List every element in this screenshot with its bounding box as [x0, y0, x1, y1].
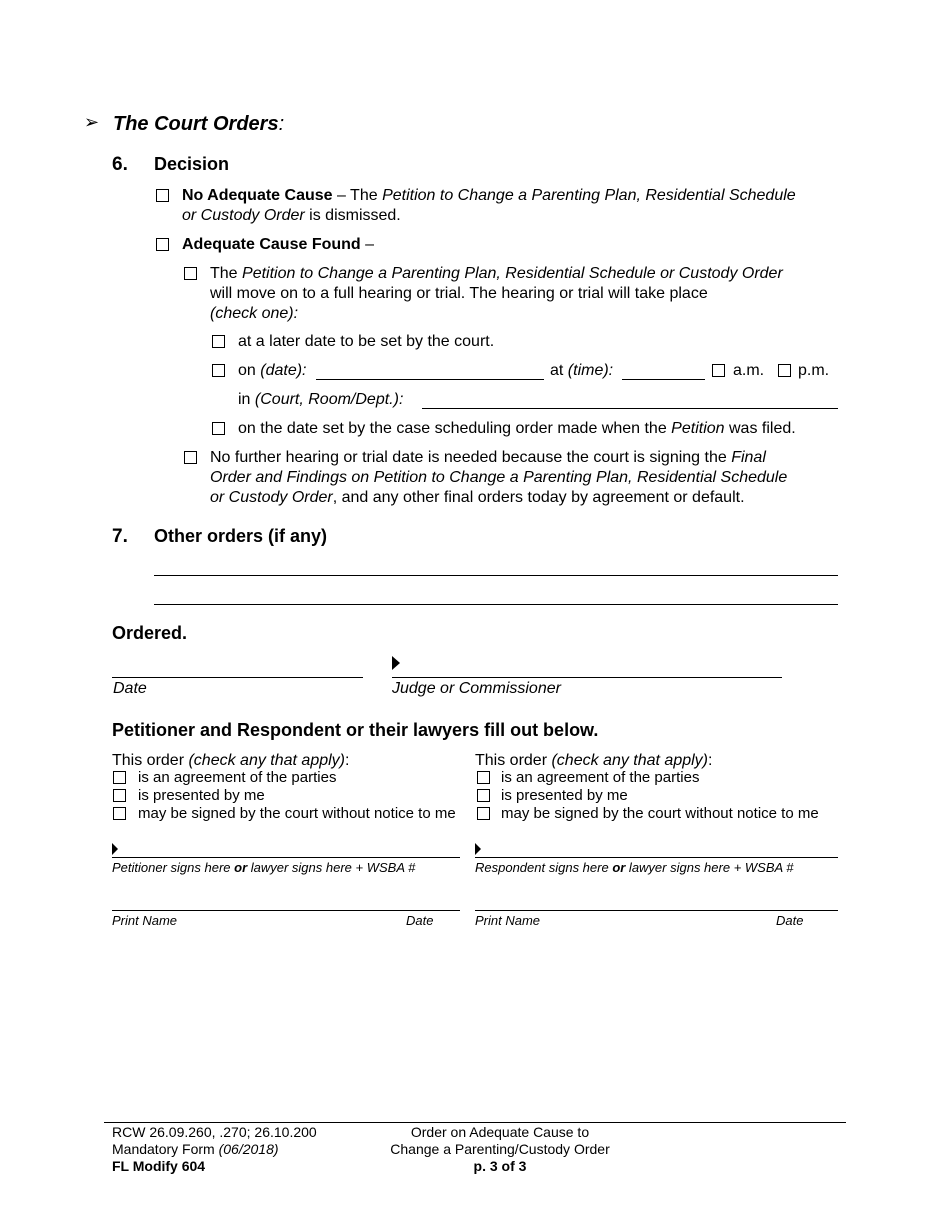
no-adequate-cause-checkbox[interactable]: [156, 189, 169, 202]
on-date-label: [238, 361, 307, 381]
time-field[interactable]: [622, 379, 705, 380]
on-text: on: [238, 362, 261, 379]
scheduling-text: [238, 419, 796, 439]
pm-label: p.m.: [798, 362, 830, 379]
date-caption: Date: [113, 680, 147, 697]
later-date-text: at a later date to be set by the court.: [238, 333, 495, 350]
court-label: [238, 390, 403, 410]
date-signature-line[interactable]: [112, 677, 363, 678]
respondent-date: Date: [776, 913, 804, 928]
no-adequate-petition2: or Custody Order: [182, 207, 305, 224]
respondent-agreement-checkbox[interactable]: [477, 771, 490, 784]
respondent-sign-or: or: [612, 860, 626, 875]
respondent-signature-line[interactable]: [475, 857, 838, 858]
judge-caption: Judge or Commissioner: [392, 680, 561, 697]
adequate-dash: –: [360, 236, 375, 253]
heading-bullet: ➢: [84, 112, 100, 132]
scheduling-text2: was filed.: [724, 420, 796, 437]
petitioner-sign-a: Petitioner signs here: [112, 860, 235, 875]
hearing-check-one: (check one):: [210, 305, 299, 322]
hearing-text: [210, 264, 860, 324]
respondent-check-any: (check any that apply): [551, 752, 708, 769]
respondent-sign-a: Respondent signs here: [475, 860, 613, 875]
at-time-label: [550, 361, 613, 381]
petitioner-print-name: Print Name: [112, 913, 178, 928]
respondent-opt1: is an agreement of the parties: [501, 769, 700, 786]
no-further-final: Final: [731, 449, 766, 466]
footer-left: [112, 1124, 317, 1175]
respondent-no-notice-checkbox[interactable]: [477, 807, 490, 820]
heading-colon: :: [278, 113, 285, 135]
adequate-label: Adequate Cause Found: [182, 236, 361, 253]
respondent-opt2: is presented by me: [501, 787, 628, 804]
respondent-print-line[interactable]: [475, 910, 838, 911]
respondent-sign-b: lawyer signs here + WSBA #: [625, 860, 794, 875]
court-room-label: (Court, Room/Dept.):: [254, 391, 404, 408]
footer-rule: [104, 1122, 846, 1123]
date-field[interactable]: [316, 379, 544, 380]
other-orders-line-1[interactable]: [154, 575, 838, 576]
petitioner-sign-or: or: [234, 860, 248, 875]
petitioner-no-notice-checkbox[interactable]: [113, 807, 126, 820]
no-further-line3b: , and any other final orders today by agreement or default.: [332, 489, 745, 506]
no-adequate-petition: Petition to Change a Parenting Plan, Residential Schedule: [382, 187, 796, 204]
signature-arrow-icon: [392, 656, 400, 670]
page-heading: [113, 112, 284, 136]
petitioner-presented-checkbox[interactable]: [113, 789, 126, 802]
no-further-line3a: or Custody Order: [210, 489, 333, 506]
no-further-text1: No further hearing or trial date is needed because the court is signing the: [210, 449, 732, 466]
footer-page: p. 3 of 3: [473, 1158, 527, 1174]
section6-title: Decision: [154, 154, 230, 174]
no-further-checkbox[interactable]: [184, 451, 197, 464]
court-field[interactable]: [422, 408, 838, 409]
judge-signature-line[interactable]: [392, 677, 782, 678]
respondent-colon: :: [708, 752, 713, 769]
respondent-sign-arrow-icon: [475, 843, 481, 855]
petitioner-this-order-text: This order: [112, 752, 189, 769]
petitioner-opt2: is presented by me: [138, 787, 265, 804]
no-adequate-rest: is dismissed.: [304, 207, 401, 224]
adequate-cause-text: [182, 235, 374, 255]
respondent-this-order-text: This order: [475, 752, 552, 769]
petitioner-sign-b: lawyer signs here + WSBA #: [247, 860, 416, 875]
am-label: a.m.: [733, 362, 765, 379]
petitioner-opt3: may be signed by the court without notice to me: [138, 805, 456, 822]
no-adequate-label: No Adequate Cause: [182, 187, 333, 204]
hearing-checkbox[interactable]: [184, 267, 197, 280]
petitioner-check-any: (check any that apply): [188, 752, 345, 769]
ordered-label: Ordered.: [112, 623, 188, 643]
footer-form-id: FL Modify 604: [112, 1158, 206, 1174]
respondent-presented-checkbox[interactable]: [477, 789, 490, 802]
petitioner-signature-line[interactable]: [112, 857, 460, 858]
date-label: (date):: [260, 362, 307, 379]
scheduling-petition: Petition: [671, 420, 725, 437]
petitioner-date: Date: [406, 913, 434, 928]
no-adequate-cause-text: [182, 186, 852, 226]
footer-center: [370, 1124, 630, 1175]
in-text: in: [238, 391, 255, 408]
footer-mandatory-text: Mandatory Form: [112, 1141, 219, 1157]
petitioner-this-order: [112, 751, 349, 771]
hearing-the: The: [210, 265, 243, 282]
hearing-line2: will move on to a full hearing or trial. The hearing or trial will take place: [210, 285, 708, 302]
respondent-this-order: [475, 751, 712, 771]
petitioner-agreement-checkbox[interactable]: [113, 771, 126, 784]
section6-number: 6.: [112, 154, 128, 175]
time-label: (time):: [567, 362, 614, 379]
footer-center1: Order on Adequate Cause to: [410, 1124, 590, 1140]
no-further-line2: Order and Findings on Petition to Change a Parenting Plan, Residential Schedule: [210, 469, 788, 486]
scheduling-checkbox[interactable]: [212, 422, 225, 435]
other-orders-line-2[interactable]: [154, 604, 838, 605]
petitioner-sign-caption: [112, 860, 415, 876]
later-date-checkbox[interactable]: [212, 335, 225, 348]
respondent-sign-caption: [475, 860, 794, 876]
footer-version: (06/2018): [218, 1141, 279, 1157]
section7-title: Other orders (if any): [154, 526, 328, 546]
hearing-petition: Petition to Change a Parenting Plan, Residential Schedule or Custody Order: [242, 265, 783, 282]
adequate-cause-checkbox[interactable]: [156, 238, 169, 251]
petitioner-colon: :: [345, 752, 350, 769]
petitioner-opt1: is an agreement of the parties: [138, 769, 337, 786]
respondent-opt3: may be signed by the court without notice to me: [501, 805, 819, 822]
am-checkbox[interactable]: [712, 364, 725, 377]
pm-checkbox[interactable]: [778, 364, 791, 377]
petitioner-print-line[interactable]: [112, 910, 460, 911]
at-text: at: [550, 362, 568, 379]
footer-center2: Change a Parenting/Custody Order: [390, 1141, 610, 1157]
section7-number: 7.: [112, 526, 128, 547]
petitioner-sign-arrow-icon: [112, 843, 118, 855]
no-adequate-dash: – The: [332, 187, 383, 204]
respondent-print-name: Print Name: [475, 913, 541, 928]
no-further-text: [210, 448, 860, 508]
on-date-checkbox[interactable]: [212, 364, 225, 377]
footer-rcw: RCW 26.09.260, .270; 26.10.200: [112, 1124, 317, 1140]
scheduling-text1: on the date set by the case scheduling order made when the: [238, 420, 672, 437]
parties-heading: Petitioner and Respondent or their lawyers fill out below.: [112, 720, 599, 740]
heading-title: The Court Orders: [113, 113, 279, 135]
footer-mandatory: [112, 1141, 317, 1158]
